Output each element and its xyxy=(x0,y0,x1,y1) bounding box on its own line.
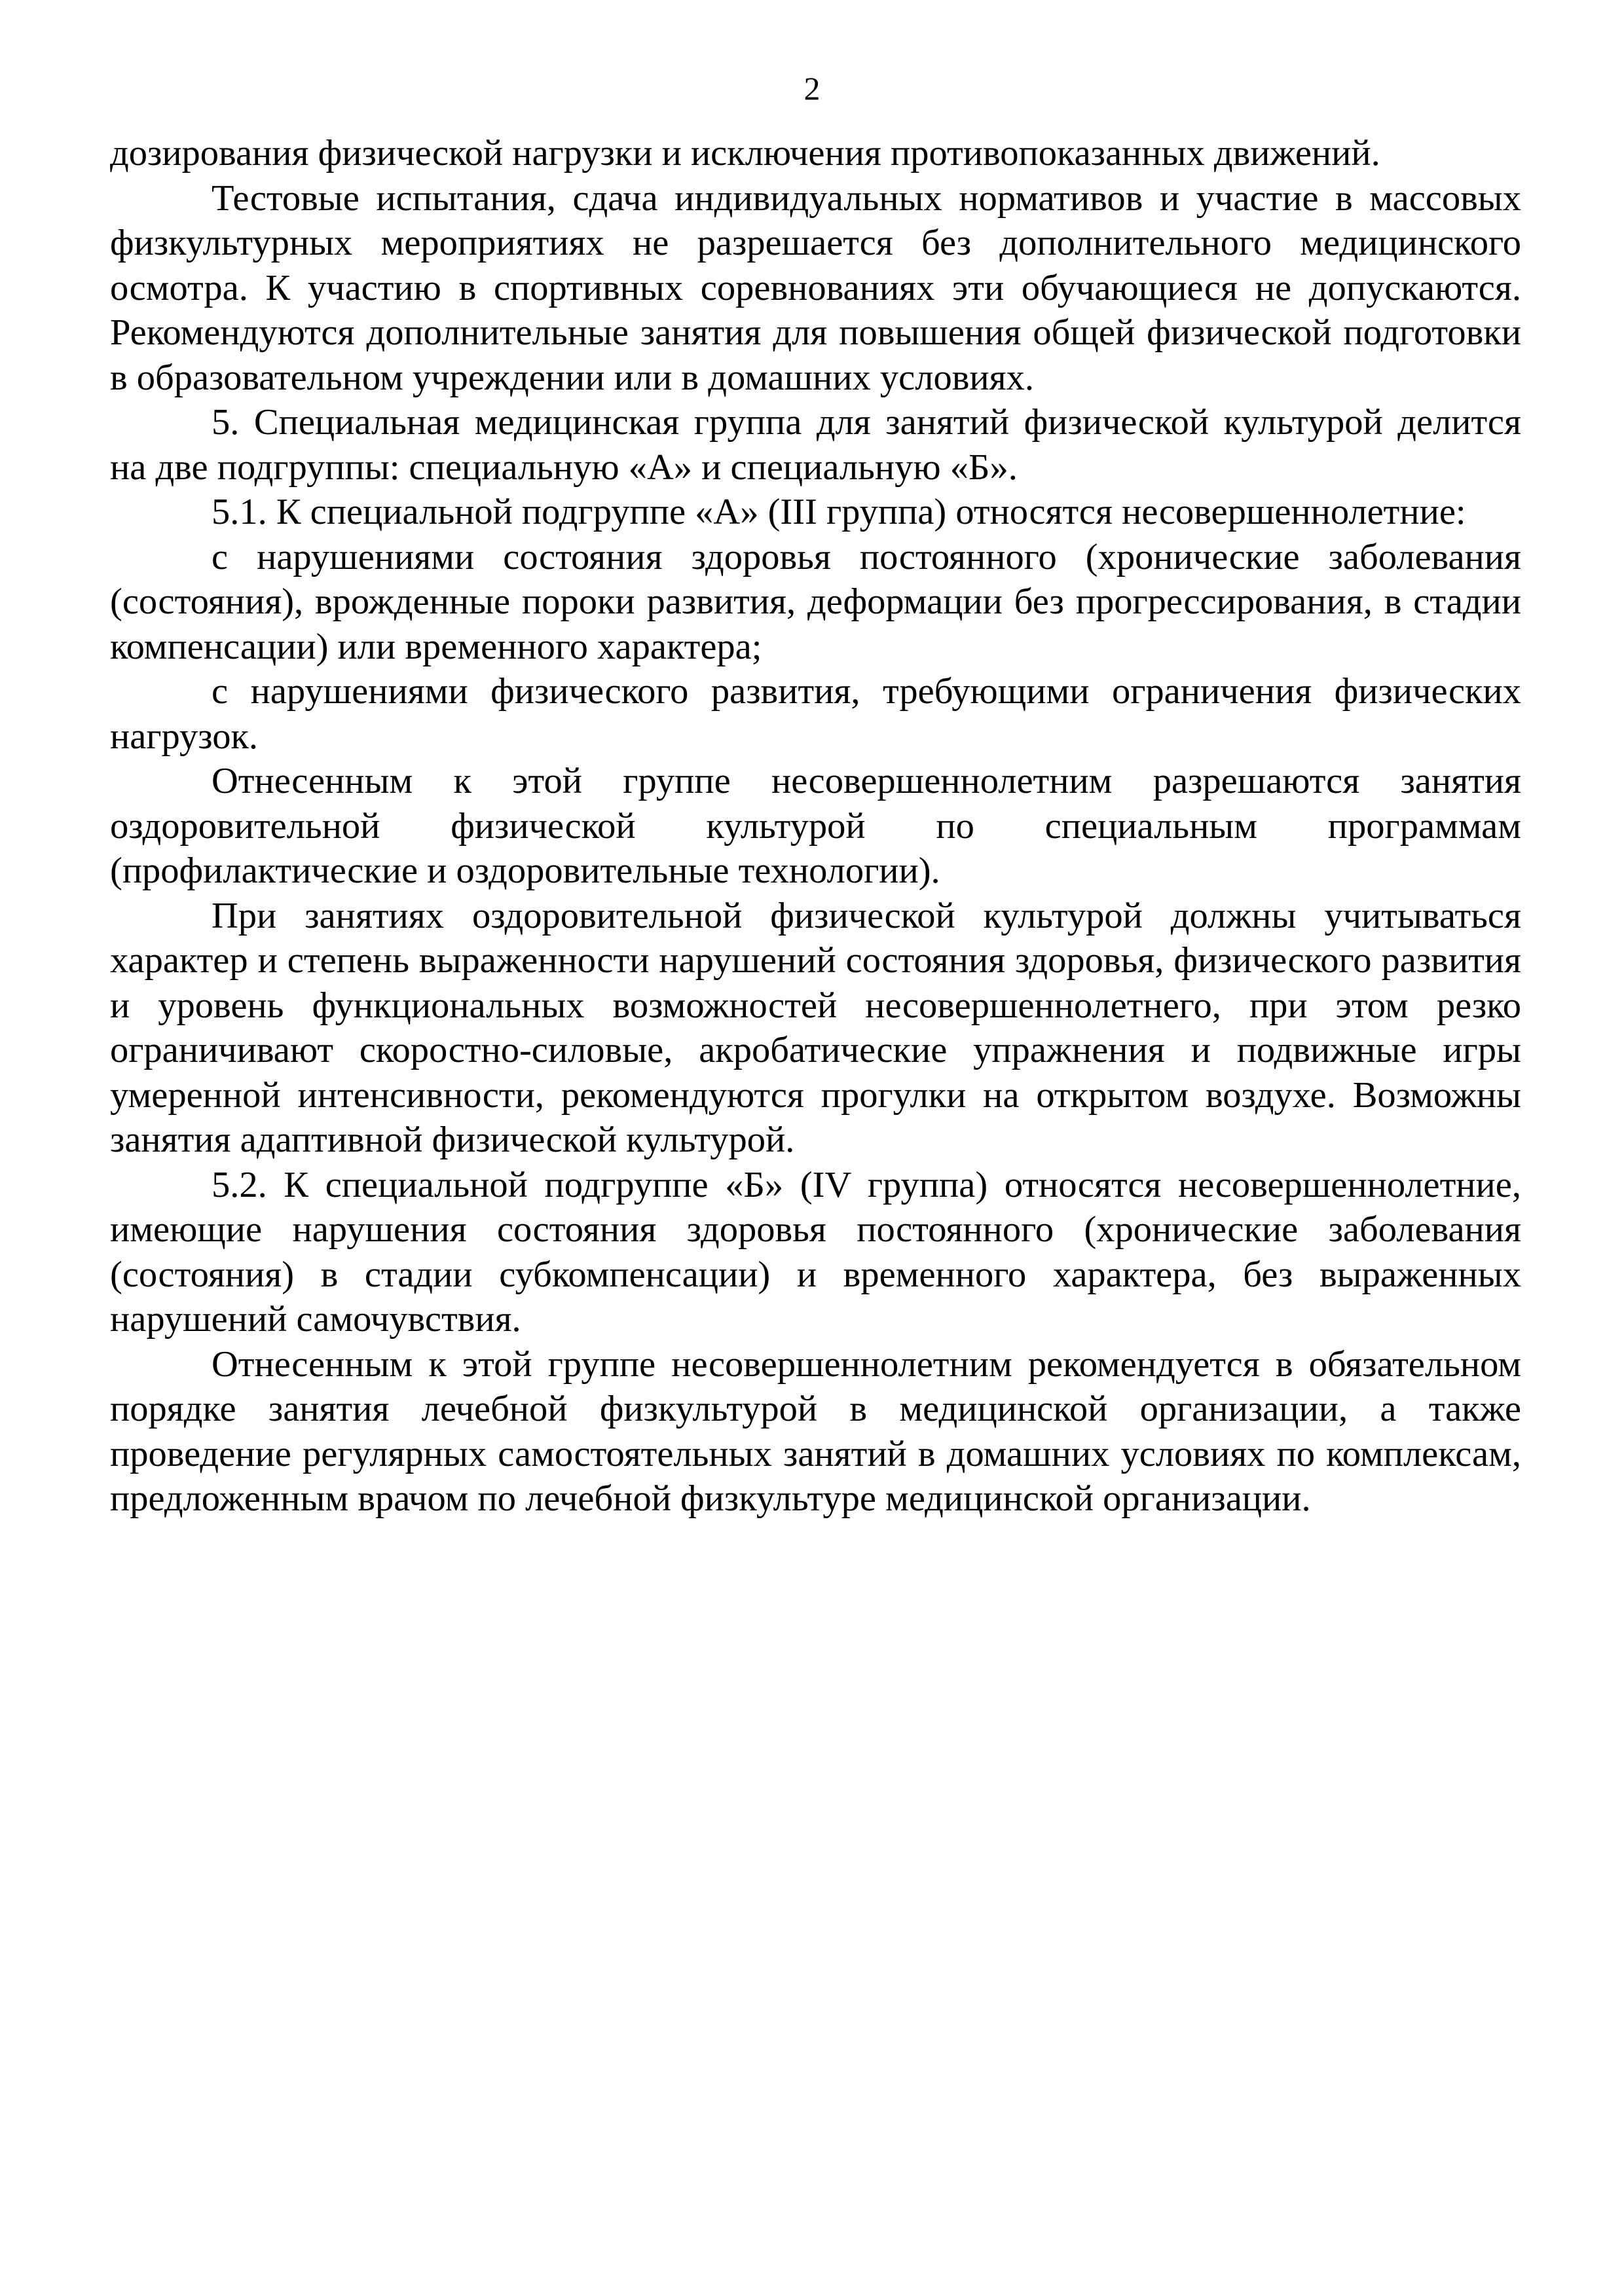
paragraph-group-a-allowed: Отнесенным к этой группе несовершеннолетним разрешаются занятия оздоровительной физической культурой по специальным программам (профилактические и оздоровительные технологии). xyxy=(110,761,1521,891)
paragraph-continuation: дозирования физической нагрузки и исключения противопоказанных движений. xyxy=(110,133,1380,173)
paragraph-physical-development: с нарушениями физического развития, требующими ограничения физических нагрузок. xyxy=(110,671,1521,757)
paragraph-group-b-recommended: Отнесенным к этой группе несовершеннолетним рекомендуется в обязательном порядке занятия лечебной физкультурой в медицинской организации, а также проведение регулярных самостоятельных занятий в домашних условиях по комплексам, предложенным врачом по лечебной физкультуре медицинской организации. xyxy=(110,1343,1521,1519)
paragraph-section-5: 5. Специальная медицинская группа для занятий физической культурой делится на две подгруппы: специальную «А» и специальную «Б». xyxy=(110,402,1521,488)
paragraph-testing: Тестовые испытания, сдача индивидуальных нормативов и участие в массовых физкультурных мероприятиях не разрешается без дополнительного медицинского осмотра. К участию в спортивных соревнованиях эти обучающиеся не допускаются. Рекомендуются дополнительные занятия для повышения общей физической подготовки в образовательном учреждении или в домашних условиях. xyxy=(110,177,1521,398)
document-body xyxy=(110,131,1521,1522)
page-number: 2 xyxy=(803,70,821,107)
paragraph-group-a-considerations: При занятиях оздоровительной физической культурой должны учитываться характер и степень выраженности нарушений состояния здоровья, физического развития и уровень функциональных возможностей несовершеннолетнего, при этом резко ограничивают скоростно-силовые, акробатические упражнения и подвижные игры умеренной интенсивности, рекомендуются прогулки на открытом воздухе. Возможны занятия адаптивной физической культурой. xyxy=(110,895,1521,1160)
paragraph-section-5-1: 5.1. К специальной подгруппе «А» (III группа) относятся несовершеннолетние: xyxy=(212,492,1466,532)
paragraph-section-5-2: 5.2. К специальной подгруппе «Б» (IV группа) относятся несовершеннолетние, имеющие нарушения состояния здоровья постоянного (хронические заболевания (состояния) в стадии субкомпенсации) и временного характера, без выраженных нарушений самочувствия. xyxy=(110,1164,1521,1339)
paragraph-health-disorders: с нарушениями состояния здоровья постоянного (хронические заболевания (состояния), врожденные пороки развития, деформации без прогрессирования, в стадии компенсации) или временного характера; xyxy=(110,536,1521,667)
